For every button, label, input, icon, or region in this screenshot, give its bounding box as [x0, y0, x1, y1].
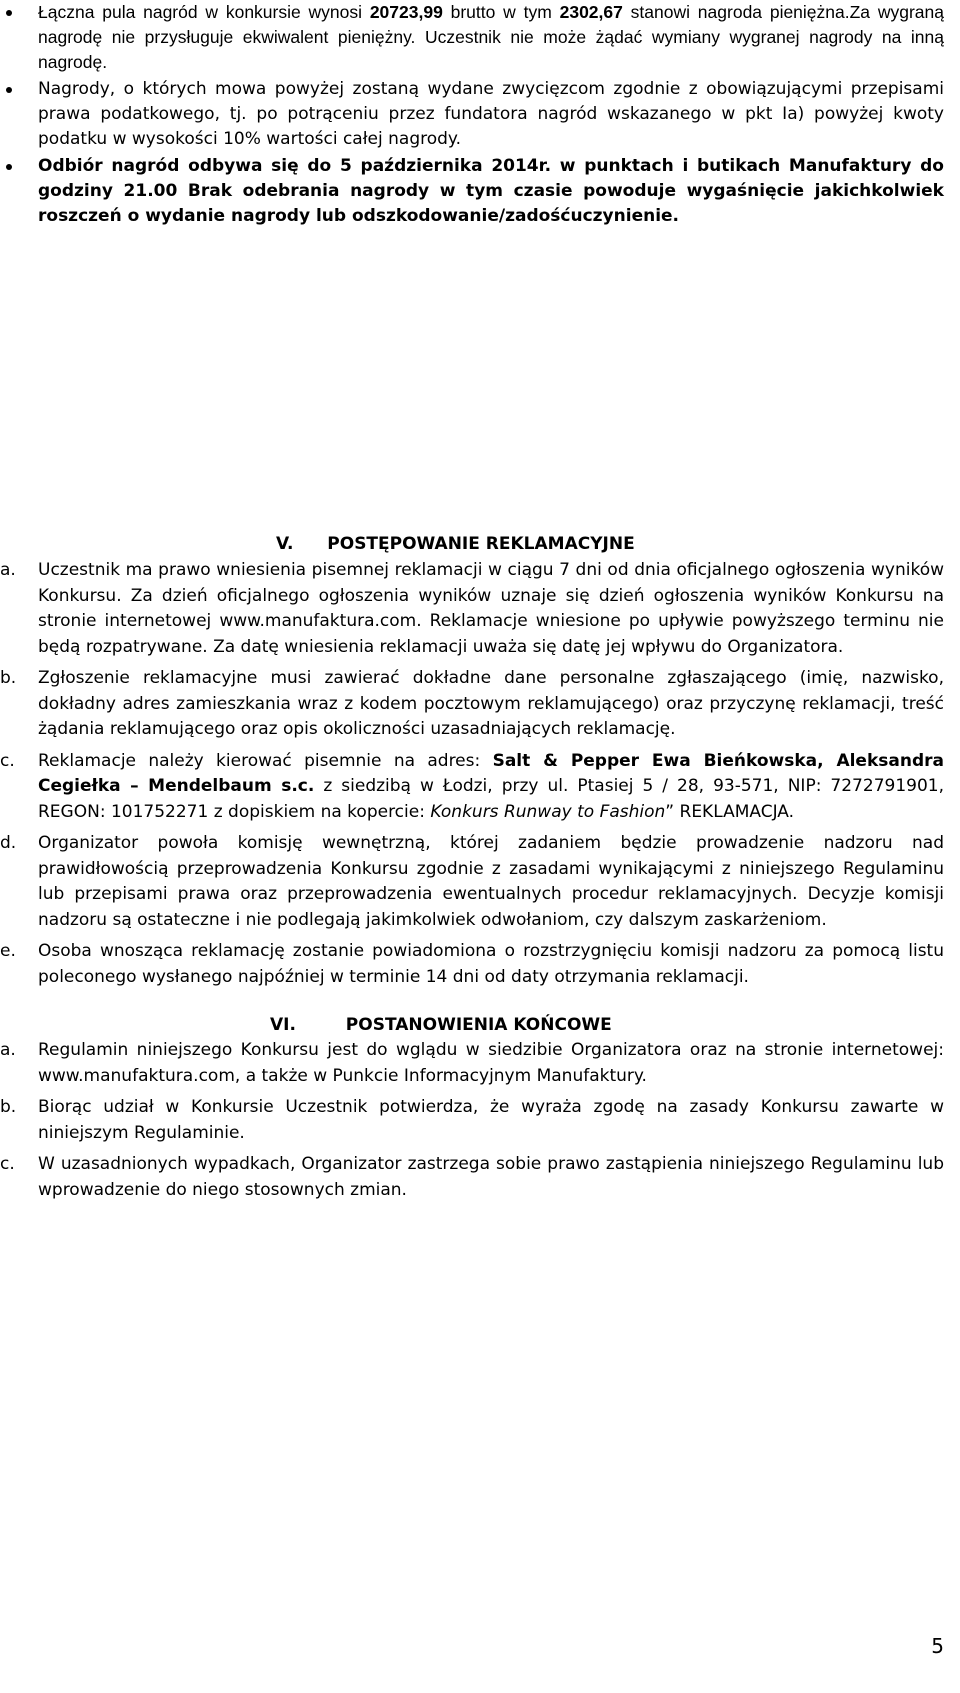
list-item-text: Reklamacje należy kierować pisemnie na adres:: [38, 750, 493, 771]
list-letter: c.: [0, 750, 15, 771]
list-letter: a.: [0, 560, 16, 580]
section-number: V.: [276, 534, 294, 554]
cash-prize-amount: 2302,67: [559, 2, 623, 22]
list-item-text: Uczestnik ma prawo wniesienia pisemnej reklamacji w ciągu 7 dni od dnia oficjalnego ogłoszenia wyników Konkursu. Za dzień oficjalnego ogłoszenia wyników uznaje się dzień ogłoszenia wyników Konkursu na stronie internetowej www.manufaktura.com. Reklamacje wniesione po upływie powyższego terminu nie będą rozpatrywane. Za datę wniesienia reklamacji uważa się datę jej wpływu do Organizatora.: [38, 560, 944, 657]
list-item-text: Regulamin niniejszego Konkursu jest do wglądu w siedzibie Organizatora oraz na stronie internetowej: www.manufaktura.com, a także w Punkcie Informacyjnym Manufaktury.: [38, 1040, 944, 1086]
section-title: POSTANOWIENIA KOŃCOWE: [345, 1015, 612, 1035]
section-heading-final: [270, 1013, 612, 1037]
complaints-list: [0, 558, 944, 996]
bullet-text: stanowi nagroda pieniężna.Za wygraną nagrodę nie przysługuje ekwiwalent pieniężny. Uczestnik nie może żądać wymiany wygranej nagrody na inną nagrodę.: [38, 2, 944, 72]
list-item-text: ” REKLAMACJA.: [665, 801, 795, 822]
bullet-item-collection: [0, 154, 944, 229]
bullet-icon: [6, 87, 12, 93]
final-provisions-list: [0, 1038, 944, 1209]
bullet-item-prize-pool: [0, 0, 944, 75]
list-item: [0, 831, 944, 933]
section-heading-complaints: [276, 532, 635, 556]
envelope-note: Konkurs Runway to Fashion: [430, 801, 666, 822]
section-title: POSTĘPOWANIE REKLAMACYJNE: [327, 534, 635, 554]
list-item-text: W uzasadnionych wypadkach, Organizator zastrzega sobie prawo zastąpienia niniejszego Regulaminu lub wprowadzenie do niego stosownych zmian.: [38, 1154, 944, 1200]
bullet-item-tax: [0, 77, 944, 152]
prize-pool-amount: 20723,99: [369, 2, 443, 22]
bullet-text: Nagrody, o których mowa powyżej zostaną wydane zwycięzcom zgodnie z obowiązującymi przepisami prawa podatkowego, tj. po potrąceniu przez fundatora nagród wskazanego w pkt Ia) powyżej kwoty podatku w wysokości 10% wartości całej nagrody.: [38, 79, 944, 149]
bullet-text: brutto w tym: [442, 2, 560, 22]
company-name: Salt & Pepper Ewa Bieńkowska, Aleksandra Cegiełka – Mendelbaum s.c.: [38, 750, 944, 796]
page-number: 5: [931, 1634, 944, 1658]
list-item-text: Osoba wnosząca reklamację zostanie powiadomiona o rozstrzygnięciu komisji nadzoru za pomocą listu poleconego wysłanego najpóźniej w terminie 14 dni od daty otrzymania reklamacji.: [38, 941, 944, 987]
bullet-text: Odbiór nagród odbywa się do 5 października 2014r. w punktach i butikach Manufaktury do godziny 21.00 Brak odebrania nagrody w tym czasie powoduje wygaśnięcie jakichkolwiek roszczeń o wydanie nagrody lub odszkodowanie/zadośćuczynienie.: [38, 156, 944, 226]
list-item: [0, 1095, 944, 1146]
bullet-icon: [6, 164, 12, 170]
list-item-text: Zgłoszenie reklamacyjne musi zawierać dokładne dane personalne zgłaszającego (imię, nazwisko, dokładny adres zamieszkania wraz z kodem pocztowym reklamującego) oraz przyczynę reklamacji, treść żądania reklamującego oraz opis okoliczności uzasadniających reklamację.: [38, 668, 944, 739]
list-item-text: Organizator powoła komisję wewnętrzną, której zadaniem będzie prowadzenie nadzoru nad prawidłowością przeprowadzenia Konkursu zgodnie z zasadami wynikającymi z niniejszego Regulaminu lub przepisami prawa oraz przeprowadzenia ewentualnych procedur reklamacyjnych. Decyzje komisji nadzoru są ostateczne i nie podlegają jakimkolwiek odwołaniom, czy dalszym zaskarżeniom.: [38, 833, 944, 930]
list-letter: b.: [0, 1097, 17, 1117]
bullet-list: [0, 0, 960, 229]
bullet-text: Łączna pula nagród w konkursie wynosi: [38, 2, 370, 22]
list-item-text: z siedzibą w Łodzi, przy ul. Ptasiej 5 / 28, 93-571, NIP: 7272791901, REGON: 101752271 z dopiskiem na kopercie:: [38, 776, 944, 822]
list-item-text: Biorąc udział w Konkursie Uczestnik potwierdza, że wyraża zgodę na zasady Konkursu zawarte w niniejszym Regulaminie.: [38, 1097, 944, 1143]
list-letter: d.: [0, 833, 17, 853]
section-number: VI.: [270, 1015, 296, 1035]
list-letter: e.: [0, 941, 16, 961]
list-letter: b.: [0, 668, 17, 688]
list-item: [0, 558, 944, 660]
list-item: [0, 1038, 944, 1089]
list-item: [0, 666, 944, 743]
bullet-icon: [6, 10, 12, 16]
list-letter: a.: [0, 1040, 16, 1060]
list-item: [0, 939, 944, 990]
list-letter: c.: [0, 1154, 15, 1174]
list-item: [0, 749, 944, 826]
list-item: [0, 1152, 944, 1203]
